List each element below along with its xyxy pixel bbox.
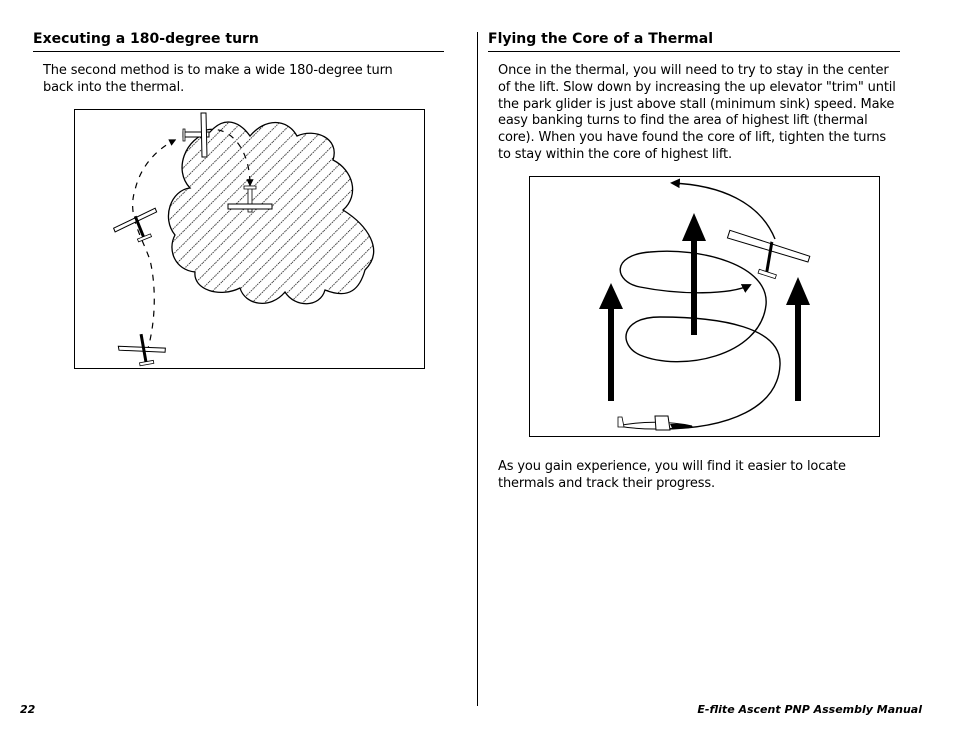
lift-arrow <box>682 213 706 335</box>
figure-thermal-core-drawing <box>530 177 879 436</box>
glider-icon <box>117 330 168 368</box>
flight-path <box>133 140 175 352</box>
glider-icon <box>720 228 810 286</box>
lift-arrow <box>786 277 810 401</box>
figure-180-turn-drawing <box>75 110 424 368</box>
heading-rule-right <box>488 51 900 52</box>
glider-icon <box>618 416 694 430</box>
page-number: 22 <box>20 703 36 716</box>
paragraph-180-turn: The second method is to make a wide 180-degree turn back into the thermal. <box>43 63 393 95</box>
lift-arrow <box>599 283 623 401</box>
thermal-area <box>168 122 373 304</box>
glider-icon <box>112 208 164 248</box>
spiral-path <box>620 251 780 429</box>
section-heading-thermal-core: Flying the Core of a Thermal <box>488 31 713 47</box>
paragraph-experience: As you gain experience, you will find it easier to locate thermals and track their progress. <box>498 459 846 491</box>
section-heading-180-turn: Executing a 180-degree turn <box>33 31 259 47</box>
manual-title: E-flite Ascent PNP Assembly Manual <box>697 703 922 716</box>
figure-thermal-core <box>529 176 880 437</box>
column-divider <box>477 32 478 706</box>
heading-rule-left <box>33 51 444 52</box>
figure-180-turn <box>74 109 425 369</box>
paragraph-thermal-core: Once in the thermal, you will need to try to stay in the center of the lift. Slow down by increasing the up elevator "trim" until the park glider is just above stall (minimum sink) speed. Make easy banking turns to find the area of highest lift (thermal core). When you have found the core of lift, tighten the turns to stay within the core of highest lift. <box>498 63 896 162</box>
